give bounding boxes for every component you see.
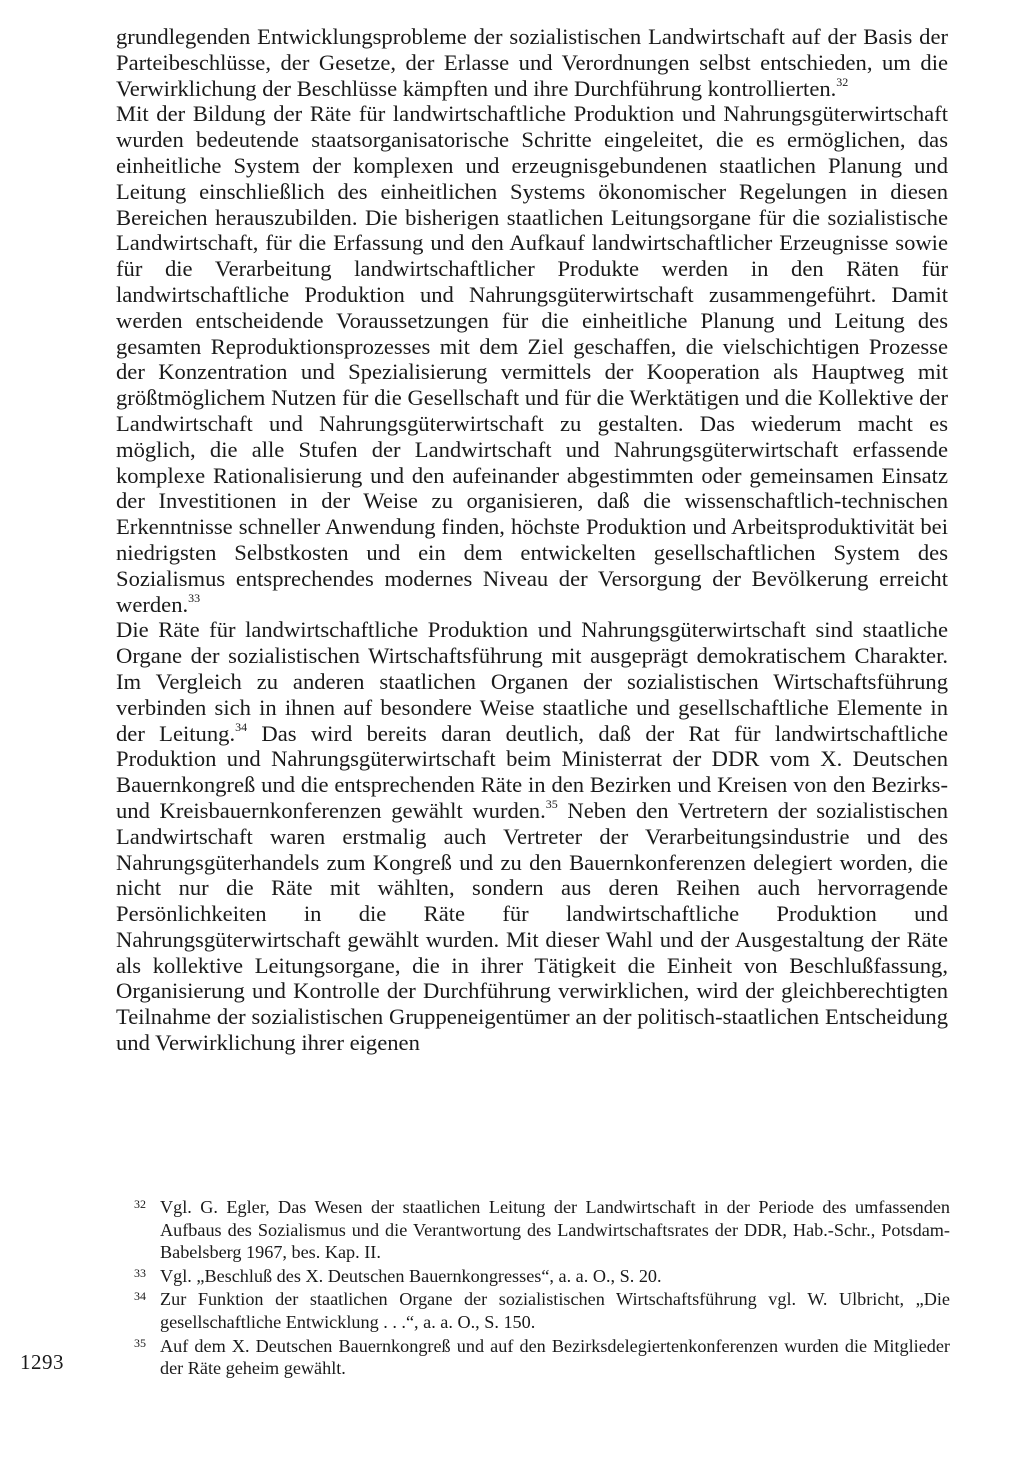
footnote-ref-34: 34 bbox=[235, 719, 248, 734]
paragraph-3-text-a: Die Räte für landwirtschaftliche Produktion und Nahrungsgüterwirtschaft sind staatliche Organe der sozialistischen Wirtschaftsführung mit ausgeprägt demokratischem Charakter. Im Vergleich zu anderen staatlichen Organen der sozialistischen Wirtschaftsführung verbinden sich in ihnen auf besondere Weise staatliche und gesellschaftliche Elemente in der Leitung. bbox=[116, 617, 948, 746]
footnote-text: Auf dem X. Deutschen Bauernkongreß und auf den Bezirksdelegiertenkonferenzen wurden die Mitglieder der Räte geheim gewählt. bbox=[160, 1335, 950, 1379]
paragraph-1 bbox=[116, 24, 948, 101]
paragraph-1-text: grundlegenden Entwicklungsprobleme der sozialistischen Landwirtschaft auf der Basis der Parteibeschlüsse, der Gesetze, der Erlasse und Verordnungen selbst entschieden, um die Verwirklichung der Beschlüsse kämpften und ihre Durchführung kontrollierten. bbox=[116, 24, 948, 101]
footnote-ref-32: 32 bbox=[836, 75, 849, 90]
paragraph-3 bbox=[116, 617, 948, 1056]
footnote-ref-35: 35 bbox=[545, 797, 558, 812]
footnote-number: 35 bbox=[134, 1335, 146, 1350]
footnote bbox=[134, 1265, 950, 1288]
footnote-text: Vgl. „Beschluß des X. Deutschen Bauernkongresses“, a. a. O., S. 20. bbox=[160, 1265, 662, 1286]
paragraph-2 bbox=[116, 101, 948, 617]
paragraph-2-text: Mit der Bildung der Räte für landwirtschaftliche Produktion und Nahrungsgüterwirtschaft wurden bedeutende staatsorganisatorische Schritte eingeleitet, die es ermöglichen, das einheitliche System der komplexen und erzeugnisgebundenen staatlichen Planung und Leitung einschließlich des einheitlichen Systems ökonomischer Regelungen in diesen Bereichen herauszubilden. Die bisherigen staatlichen Leitungsorgane für die sozialistische Landwirtschaft, für die Erfassung und den Aufkauf landwirtschaftlicher Erzeugnisse sowie für die Verarbeitung landwirtschaftlicher Produkte werden in den Räten für landwirtschaftliche Produktion und Nahrungsgüterwirtschaft zusammengeführt. Damit werden entscheidende Voraussetzungen für die einheitliche Planung und Leitung des gesamten Reproduktionsprozesses mit dem Ziel geschaffen, die vielschichtigen Prozesse der Konzentration und Spezialisierung vermittels der Kooperation als Hauptweg mit größtmöglichem Nutzen für die Gesellschaft und für die Werktätigen und die Kollektive der Landwirtschaft und Nahrungsgüterwirtschaft zu gestalten. Das wiederum macht es möglich, die alle Stufen der Landwirtschaft und Nahrungsgüterwirtschaft erfassende komplexe Rationalisierung und den aufeinander abgestimmten oder gemeinsamen Einsatz der Investitionen in der Weise zu organisieren, daß die wissenschaftlich-technischen Erkenntnisse schneller Anwendung finden, höchste Produktion und Arbeitsproduktivität bei niedrigsten Selbstkosten und ein dem entwickelten gesellschaftlichen System des Sozialismus entsprechendes modernes Niveau der Versorgung der Bevölkerung erreicht werden. bbox=[116, 101, 948, 617]
paragraph-3-text-b: Das wird bereits daran deutlich, daß der Rat für landwirtschaftliche Produktion und Nahrungsgüterwirtschaft beim Ministerrat der DDR vom X. Deutschen Bauernkongreß und die entsprechenden Räte in den Bezirken und Kreisen von den Bezirks- und Kreisbauernkonferenzen gewählt wurden. bbox=[116, 720, 948, 823]
footnote-text: Vgl. G. Egler, Das Wesen der staatlichen Leitung der Landwirtschaft in der Periode des umfassenden Aufbaus des Sozialismus und die Verantwortung des Landwirtschaftsrates der DDR, Hab.-Schr., Potsdam-Babelsberg 1967, bes. Kap. II. bbox=[160, 1197, 950, 1263]
footnotes bbox=[134, 1196, 950, 1381]
paragraph-3-text-c: Neben den Vertretern der sozialistischen Landwirtschaft waren erstmalig auch Vertreter der Verarbeitungsindustrie und des Nahrungsgüterhandels zum Kongreß und zu den Bauernkonferenzen delegiert worden, die nicht nur die Räte mit wählten, sondern aus deren Reihen auch hervorragende Persönlichkeiten in die Räte für landwirtschaftliche Produktion und Nahrungsgüterwirtschaft gewählt wurden. Mit dieser Wahl und der Ausgestaltung der Räte als kollektive Leitungsorgane, die in ihrer Tätigkeit die Einheit von Beschlußfassung, Organisierung und Kontrolle der Durchführung verwirklichen, wird der gleichberechtigten Teilnahme der sozialistischen Gruppeneigentümer an der politisch-staatlichen Entscheidung und Verwirklichung ihrer eigenen bbox=[116, 797, 948, 1056]
footnote-number: 32 bbox=[134, 1197, 146, 1211]
footnote bbox=[134, 1288, 950, 1333]
footnote-ref-33: 33 bbox=[188, 591, 201, 605]
footnote bbox=[134, 1335, 950, 1380]
page-number: 1293 bbox=[20, 1350, 64, 1374]
footnote-number: 34 bbox=[134, 1289, 146, 1304]
footnote-number: 33 bbox=[134, 1265, 146, 1280]
footnote bbox=[134, 1196, 950, 1264]
footnote-text: Zur Funktion der staatlichen Organe der sozialistischen Wirtschaftsführung vgl. W. Ulbricht, „Die gesellschaftliche Entwicklung . . .“, a. a. O., S. 150. bbox=[160, 1289, 950, 1332]
main-text bbox=[116, 24, 948, 1056]
